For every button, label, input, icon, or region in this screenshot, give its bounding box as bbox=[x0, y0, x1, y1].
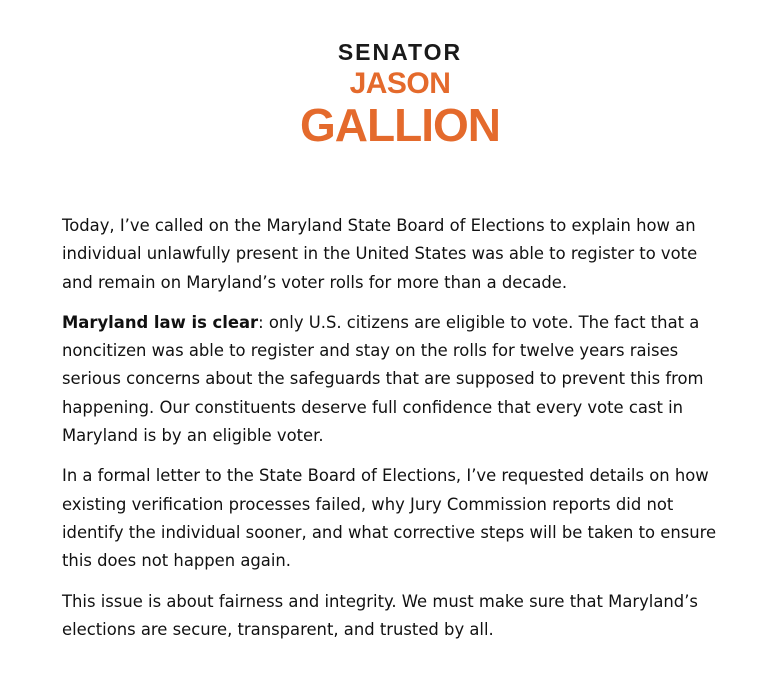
paragraph-law bbox=[62, 309, 732, 450]
logo-title-senator: SENATOR bbox=[337, 39, 463, 65]
paragraph-intro: Today, I’ve called on the Maryland State Board of Elections to explain how an individual unlawfully present in the United States was able to register to vote and remain on Maryland’s voter rolls for more than a decade. bbox=[62, 216, 698, 292]
law-emphasis: Maryland law is clear bbox=[62, 312, 259, 332]
paragraph-letter: In a formal letter to the State Board of Elections, I’ve requested details on how existing verification processes failed, why Jury Commission reports did not identify the individual sooner, and what corrective steps will be taken to ensure this does not happen again. bbox=[62, 466, 717, 571]
senator-logo bbox=[280, 30, 520, 160]
logo-first-name: JASON bbox=[349, 67, 451, 100]
logo-last-name: GALLION bbox=[300, 99, 500, 151]
statement-body bbox=[62, 212, 732, 656]
paragraph-closing: This issue is about fairness and integrity. We must make sure that Maryland’s elections are secure, transparent, and trusted by all. bbox=[62, 591, 698, 639]
law-text: : only U.S. citizens are eligible to vote. The fact that a noncitizen was able to register and stay on the rolls for twelve years raises serious concerns about the safeguards that are supposed to prevent this from happening. Our constituents deserve full confidence that every vote cast in Maryland is by an eligible voter. bbox=[62, 312, 704, 446]
